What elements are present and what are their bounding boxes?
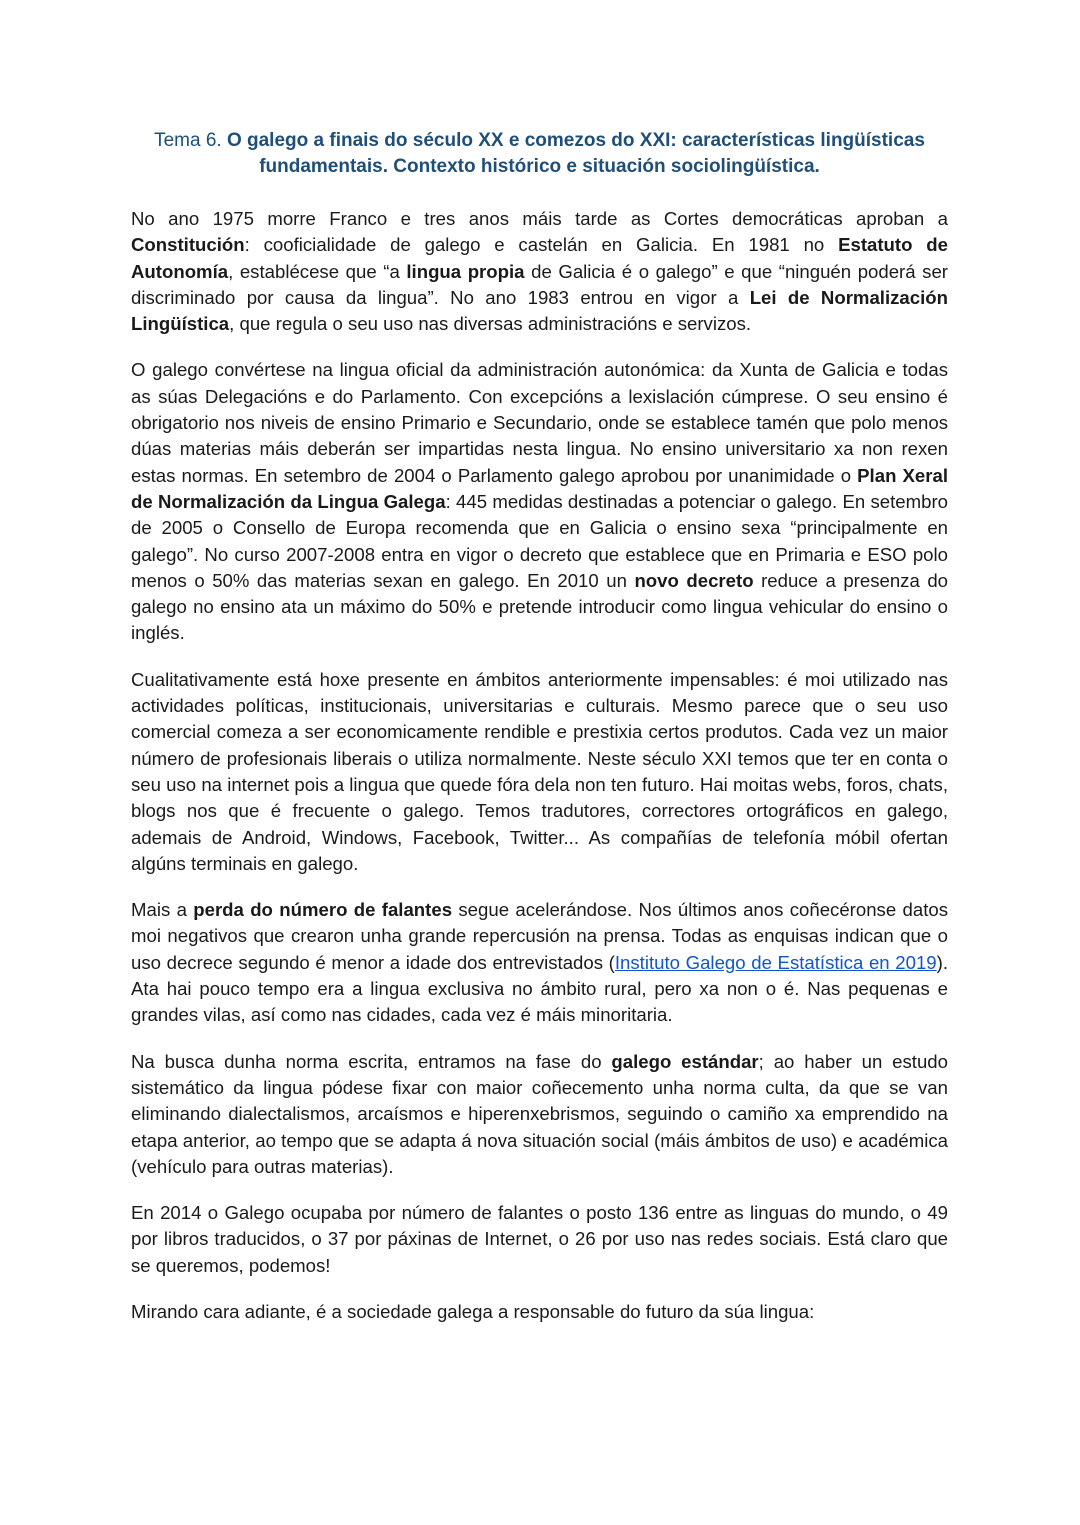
paragraph-standard-galician — [131, 1049, 948, 1180]
paragraph-official-language — [131, 357, 948, 646]
paragraph-text: de Galicia é o galego” e que “ninguén poderá ser discriminado por causa da lingua”. No ano 1983 entrou en vigor a — [131, 260, 949, 308]
paragraph-text: Na busca dunha norma escrita, entramos na fase do — [131, 1050, 612, 1072]
paragraph-rankings-2014 — [131, 1200, 948, 1279]
bold-term: Lei de Normalización Lingüística — [131, 286, 948, 335]
paragraph-text: Mais a — [131, 899, 194, 921]
paragraph-text: O galego convértese na lingua oficial da administración autonómica: da Xunta de Galicia e todas as súas Delegacións e do Parlamento. Con excepcións a lexislación cúmprese. O seu ensino é obrigatorio nos niveis de ensino Primario e Secundario, onde se establece tamén que polo menos dúas materias máis deberán ser impartidas nesta lingua. No ensino universitario xa non rexen estas normas. En setembro de 2004 o Parlamento galego aprobou por unanimidade o — [131, 359, 948, 486]
paragraph-qualitative — [131, 667, 948, 877]
paragraph-text: : 445 medidas destinadas a potenciar o galego. En setembro de 2005 o Consello de Europa recomenda que en Galicia o ensino sexa “principalmente en galego”. No curso 2007-2008 entra en vigor o decreto que establece que en Primaria e ESO polo menos o 50% das materias sexan en galego. En 2010 un — [131, 490, 948, 591]
paragraph-text: No ano 1975 morre Franco e tres anos máis tarde as Cortes democráticas aproban a — [131, 208, 948, 229]
title-main: O galego a finais do século XX e comezos do XXI: características lingüísticas fundamentais. Contexto histórico e situación sociolingüística. — [226, 130, 925, 177]
paragraph-text: En 2014 o Galego ocupaba por número de falantes o posto 136 entre as linguas do mundo, o 49 por libros traducidos, o 37 por páxinas de Internet, o 26 por uso nas redes sociais. Está claro que se queremos, podemos! — [131, 1202, 948, 1276]
document-title — [131, 128, 948, 180]
bold-term: Plan Xeral de Normalización da Lingua Galega — [131, 464, 948, 512]
paragraph-constitution — [131, 206, 948, 337]
bold-term: perda do número de falantes — [193, 899, 453, 921]
bold-term: Constitución — [131, 234, 245, 256]
document-page — [131, 128, 948, 1345]
bold-term: Estatuto de Autonomía — [131, 234, 948, 282]
bold-term: lingua propia — [406, 260, 525, 282]
title-prefix: Tema 6. — [154, 130, 227, 151]
paragraph-future — [131, 1299, 948, 1325]
bold-term: novo decreto — [634, 569, 754, 591]
paragraph-speaker-loss — [131, 897, 948, 1028]
paragraph-text: Mirando cara adiante, é a sociedade galega a responsable do futuro da súa lingua: — [131, 1300, 815, 1322]
paragraph-text: reduce a presenza do galego no ensino ata un máximo do 50% e pretende introducir como lingua vehicular do ensino o inglés. — [131, 569, 949, 644]
paragraph-text: Cualitativamente está hoxe presente en ámbitos anteriormente impensables: é moi utilizado nas actividades políticas, institucionais, universitarias e culturais. Mesmo parece que o seu uso comercial comeza a ser economicamente rendible e prestixia certos produtos. Cada vez un maior número de profesionais liberais o utiliza normalmente. Neste século XXI temos que ter en conta o seu uso na internet pois a lingua que quede fóra dela non ten futuro. Hai moitas webs, foros, chats, blogs nos que é frecuente o galego. Temos tradutores, correctores ortográficos en galego, ademais de Android, Windows, Facebook, Twitter... As compañías de telefonía móbil ofertan algúns terminais en galego. — [131, 668, 948, 874]
paragraph-text: ). Ata hai pouco tempo era a lingua exclusiva no ámbito rural, pero xa non o é. Nas pequenas e grandes vilas, así como nas cidades, cada vez é máis minoritaria. — [131, 951, 948, 1026]
paragraph-text: segue acelerándose. Nos últimos anos coñecéronse datos moi negativos que crearon unha grande repercusión na prensa. Todas as enquisas indican que o uso decrece segundo é menor a idade dos entrevistados ( — [131, 899, 949, 973]
paragraph-text: , establécese que “a — [228, 260, 407, 282]
paragraph-text: : cooficialidade de galego e castelán en Galicia. En 1981 no — [244, 234, 839, 256]
paragraph-text: ; ao haber un estudo sistemático da lingua pódese fixar con maior coñecemento unha norma culta, da que se van eliminando dialectalismos, arcaísmos e hiperenxebrismos, seguindo o camiño xa emprendido na etapa anterior, ao tempo que se adapta á nova situación social (máis ámbitos de uso) e académica (vehículo para outras materias). — [131, 1050, 948, 1177]
paragraph-text: , que regula o seu uso nas diversas administracións e servizos. — [229, 313, 752, 335]
bold-term: galego estándar — [611, 1050, 759, 1072]
instituto-galego-estatistica-link[interactable]: Instituto Galego de Estatística en 2019 — [614, 951, 937, 973]
